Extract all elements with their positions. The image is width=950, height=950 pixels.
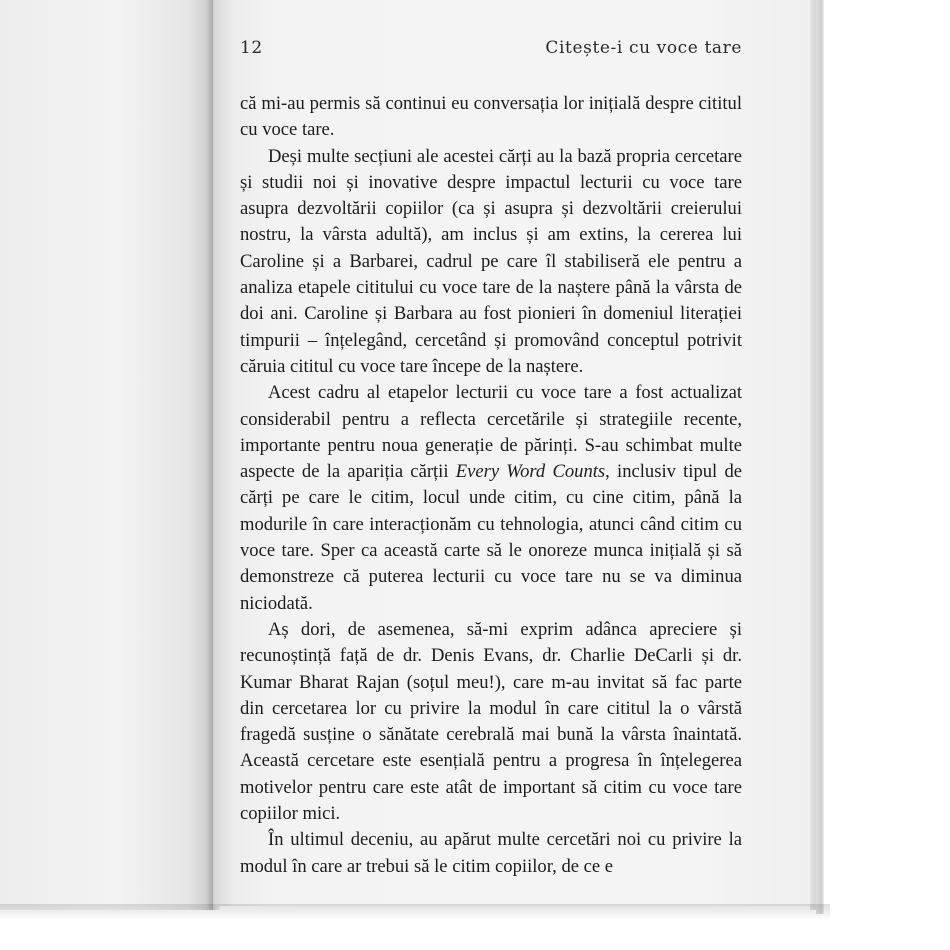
book-title: Every Word Counts — [455, 461, 606, 483]
page-edge — [816, 0, 824, 914]
body-text — [240, 91, 742, 880]
paragraph — [240, 380, 742, 617]
book-shadow — [0, 904, 830, 920]
paragraph — [240, 827, 742, 880]
page-number: 12 — [240, 38, 263, 58]
paragraph-text: Acest cadru al etapelor lecturii cu voce tare a fost actualizat considerabil pentru a reflecta cercetările și strategiile recente, importante pentru noua generație de părinți. S-au schimbat multe aspecte de la apariția cărții — [240, 382, 742, 483]
paragraph-text: că mi-au permis să continui eu conversația lor inițială despre cititul cu voce tare. — [240, 93, 742, 141]
running-head: Citește-i cu voce tare — [545, 38, 742, 58]
paragraph — [240, 144, 742, 381]
paragraph-text: În ultimul deceniu, au apărut multe cercetări noi cu privire la modul în care ar trebui să le citim copiilor, de ce e — [240, 829, 742, 877]
paragraph-text: Aș dori, de asemenea, să-mi exprim adânca apreciere și recunoștință față de dr. Denis Evans, dr. Charlie DeCarli și dr. Kumar Bharat Rajan (soțul meu!), care m-au invitat să fac parte din cercetarea lor cu privire la modul în care cititul la o vârstă fragedă susține o sănătate cerebrală mai bună la vârsta înaintată. Această cercetare este esențială pentru a progresa în înțelegerea motivelor pentru care este atât de important să citim cu voce tare copiilor mici. — [240, 618, 742, 825]
paragraph — [240, 91, 742, 144]
left-page — [0, 0, 213, 910]
paragraph-text: , inclusiv tipul de cărți pe care le citim, locul unde citim, cu cine citim, până la modurile în care interacționăm cu tehnologia, atunci când citim cu voce tare. Sper ca această carte să le onoreze munca inițială și să demonstreze că puterea lecturii cu voce tare nu se va diminua niciodată. — [240, 461, 742, 614]
paragraph-text: Deși multe secțiuni ale acestei cărți au la bază propria cercetare și studii noi și inovative despre impactul lecturii cu voce tare asupra dezvoltării copiilor (ca și asupra și dezvoltării creierului nostru, la vârsta adultă), am inclus și am extins, la cererea lui Caroline și a Barbarei, cadrul pe care îl stabiliseră ele pentru a analiza etapele cititului cu voce tare de la naștere până la vârsta de doi ani. Caroline și Barbara au fost pionieri în domeniul literației timpurii – înțelegând, cercetând și promovând conceptul potrivit căruia cititul cu voce tare începe de la naștere. — [240, 145, 742, 377]
page-header — [240, 38, 742, 62]
paragraph — [240, 617, 742, 827]
